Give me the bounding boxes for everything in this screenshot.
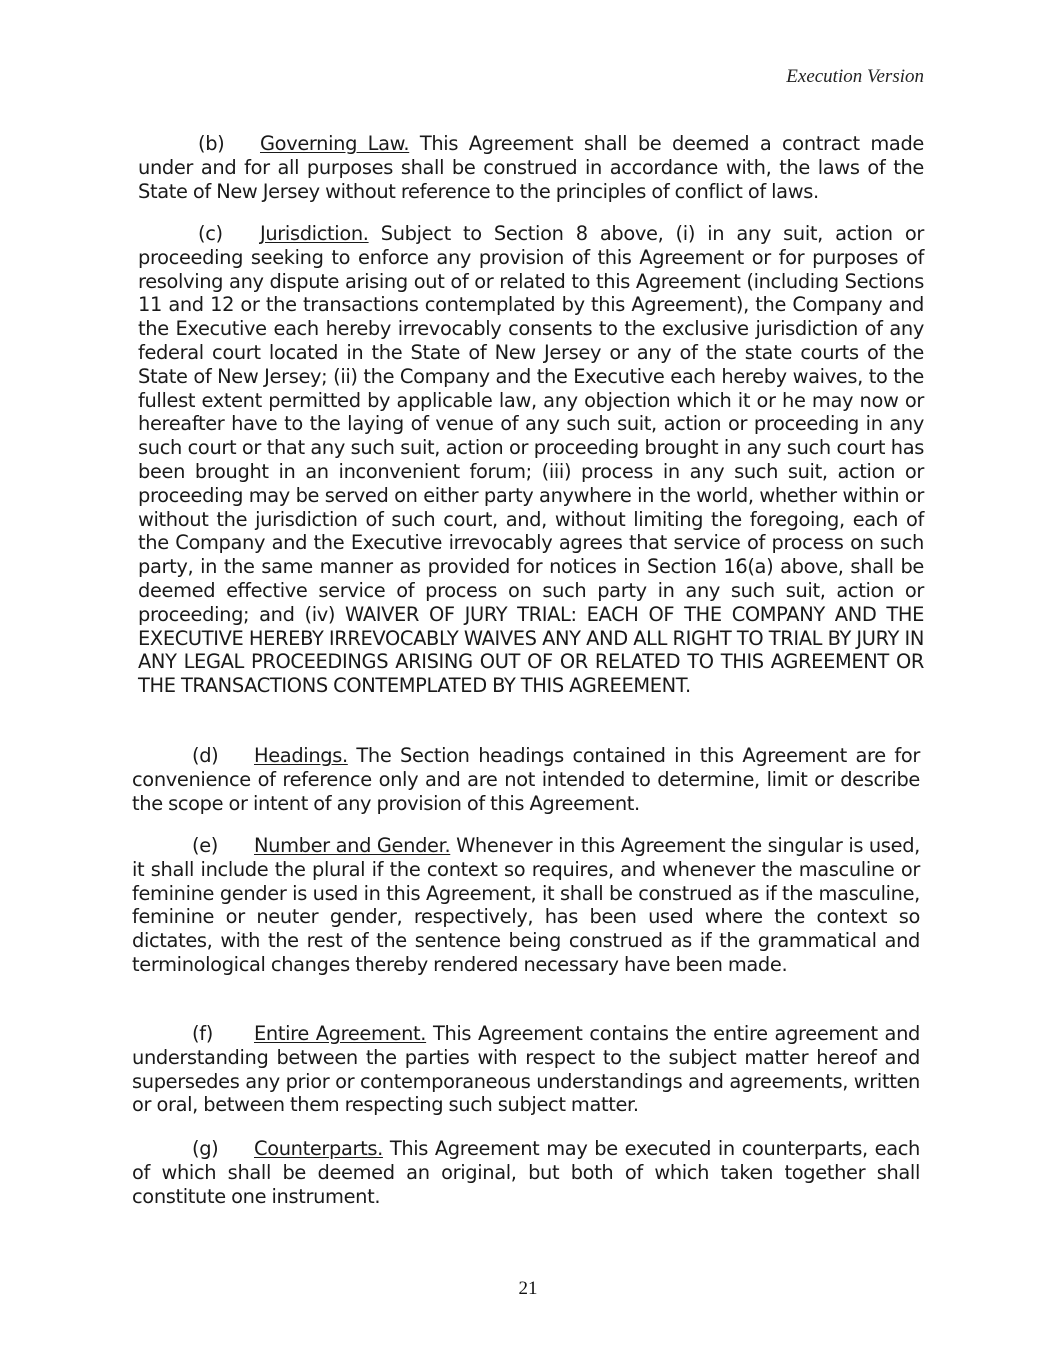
section-body: Whenever in this Agreement the singular is used, it shall include the plural if the context so requires, and whenever the masculine or feminine gender is used in this Agreement, it shall be construed as if the masculine, feminine or neuter gender, respectively, has been used where the context so dictates, with the rest of the sentence being construed as if the grammatical and terminological changes thereby rendered necessary have been made.	[132, 834, 920, 976]
section-heading: Counterparts.	[254, 1137, 383, 1160]
section-number-and-gender	[132, 834, 920, 977]
section-body: Subject to Section 8 above, (i) in any suit, action or proceeding seeking to enforce any provision of this Agreement or for purposes of resolving any dispute arising out of or related to this Agreement (including Sections 11 and 12 or the transactions contemplated by this Agreement), the Company and the Executive each hereby irrevocably consents to the exclusive jurisdiction of any federal court located in the State of New Jersey or any of the state courts of the State of New Jersey; (ii) the Company and the Executive each hereby waives, to the fullest extent permitted by applicable law, any objection which it or he may now or hereafter have to the laying of venue of any such suit, action or proceeding in any such court or that any such suit, action or proceeding brought in any such court has been brought in an inconvenient forum; (iii) process in any such suit, action or proceeding may be served on either party anywhere in the world, whether within or without the jurisdiction of such court, and, without limiting the foregoing, each of the Company and the Executive irrevocably agrees that service of process on such party, in the same manner as provided for notices in Section 16(a) above, shall be deemed effective service of process on such party in any such suit, action or proceeding; and (iv) WAIVER OF JURY TRIAL: EACH OF THE COMPANY AND THE EXECUTIVE HEREBY IRREVOCABLY WAIVES ANY AND ALL RIGHT TO TRIAL BY JURY IN ANY LEGAL PROCEEDINGS ARISING OUT OF OR RELATED TO THIS AGREEMENT OR THE TRANSACTIONS CONTEMPLATED BY THIS AGREEMENT.	[138, 222, 924, 698]
section-headings	[132, 744, 920, 815]
section-heading: Jurisdiction.	[260, 222, 369, 245]
section-heading: Entire Agreement.	[254, 1022, 427, 1045]
section-label: (c)	[198, 222, 223, 245]
section-body: The Section headings contained in this Agreement are for convenience of reference only and are not intended to determine, limit or describe the scope or intent of any provision of this Agreement.	[132, 744, 920, 815]
section-body: This Agreement may be executed in counterparts, each of which shall be deemed an original, but both of which taken together shall constitute one instrument.	[132, 1137, 920, 1208]
section-label: (d)	[192, 744, 219, 767]
section-jurisdiction	[138, 222, 924, 698]
section-label: (g)	[192, 1137, 219, 1160]
section-heading: Number and Gender.	[254, 834, 451, 857]
section-body: This Agreement contains the entire agreement and understanding between the parties with respect to the subject matter hereof and supersedes any prior or contemporaneous understandings and agreements, written or oral, between them respecting such subject matter.	[132, 1022, 920, 1117]
section-label: (b)	[198, 132, 225, 155]
section-heading: Headings.	[254, 744, 348, 767]
section-entire-agreement	[132, 1022, 920, 1117]
section-label: (f)	[192, 1022, 213, 1045]
section-governing-law	[138, 132, 924, 203]
section-heading: Governing Law.	[260, 132, 410, 155]
section-label: (e)	[192, 834, 219, 857]
section-body: This Agreement shall be deemed a contract made under and for all purposes shall be construed in accordance with, the laws of the State of New Jersey without reference to the principles of conflict of laws.	[138, 132, 924, 203]
version-label: Execution Version	[786, 66, 924, 87]
page-number: 21	[518, 1278, 538, 1299]
section-counterparts	[132, 1137, 920, 1208]
